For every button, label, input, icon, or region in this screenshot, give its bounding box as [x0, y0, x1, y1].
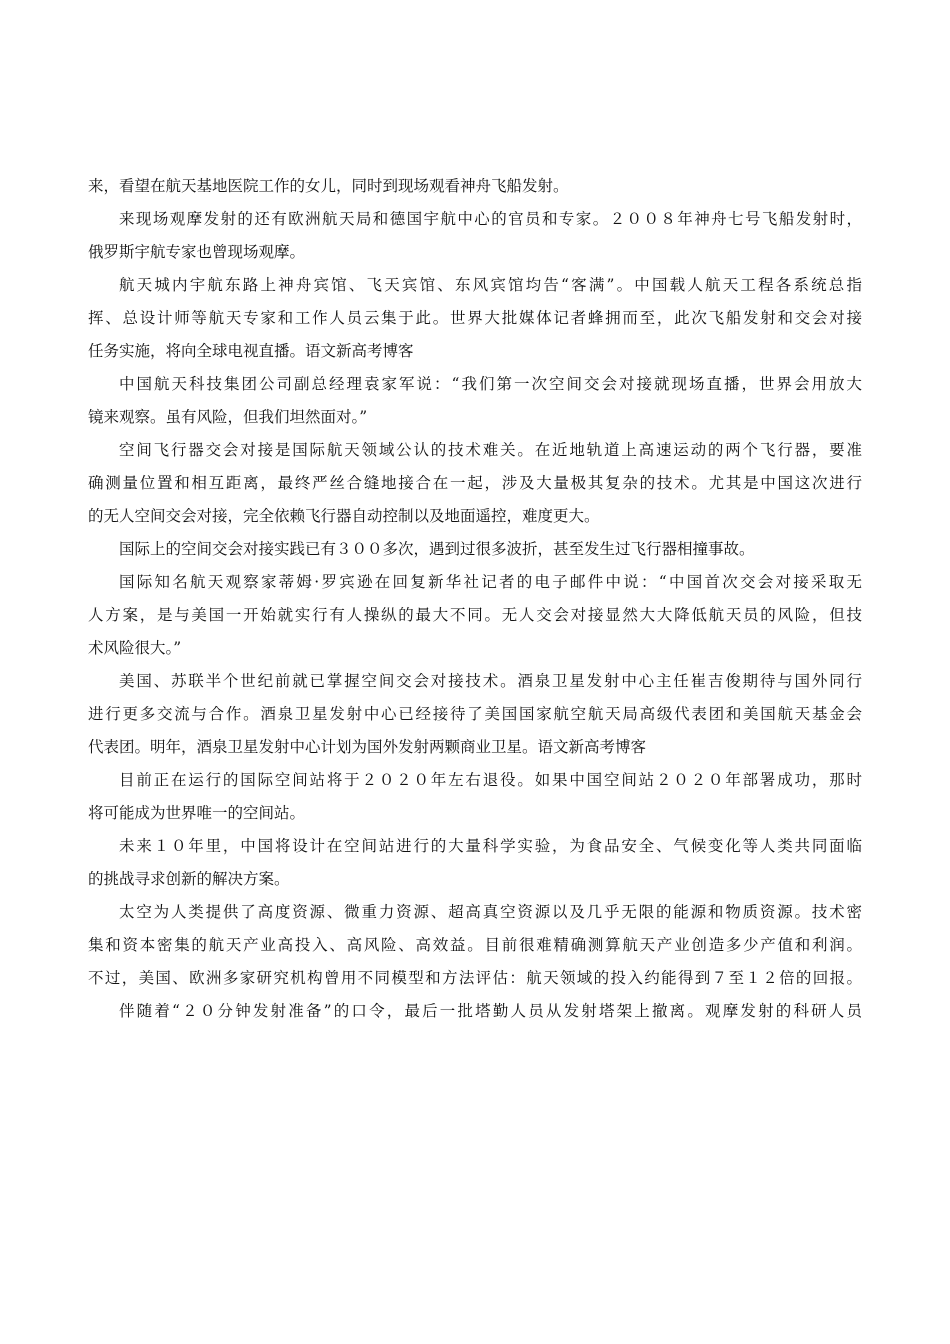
- text-line: 中国航天科技集团公司副总经理袁家军说：“我们第一次空间交会对接就现场直播，世界会用放大: [119, 375, 862, 393]
- text-line: 目前正在运行的国际空间站将于２０２０年左右退役。如果中国空间站２０２０年部署成功，那时: [119, 771, 862, 789]
- text-line: 挥、总设计师等航天专家和工作人员云集于此。世界大批媒体记者蜂拥而至，此次飞船发射和交会对接: [88, 309, 862, 327]
- text-line: 任务实施，将向全球电视直播。语文新高考博客: [88, 342, 414, 360]
- text-line: 太空为人类提供了高度资源、微重力资源、超高真空资源以及几乎无限的能源和物质资源。技术密: [119, 903, 862, 921]
- document-body: [88, 170, 862, 1028]
- text-line: 不过，美国、欧洲多家研究机构曾用不同模型和方法评估：航天领域的投入约能得到７至１２倍的回报。: [88, 969, 862, 987]
- text-line: 来现场观摩发射的还有欧洲航天局和德国宇航中心的官员和专家。２００８年神舟七号飞船发射时，: [119, 210, 862, 228]
- text-line: 代表团。明年，酒泉卫星发射中心计划为国外发射两颗商业卫星。语文新高考博客: [88, 738, 647, 756]
- text-line: 将可能成为世界唯一的空间站。: [88, 804, 306, 822]
- text-line: 镜来观察。虽有风险，但我们坦然面对。”: [88, 408, 368, 426]
- text-line: 俄罗斯宇航专家也曾现场观摩。: [88, 243, 306, 261]
- text-line: 美国、苏联半个世纪前就已掌握空间交会对接技术。酒泉卫星发射中心主任崔吉俊期待与国外同行: [119, 672, 862, 690]
- text-line: 来，看望在航天基地医院工作的女儿，同时到现场观看神舟飞船发射。: [88, 177, 569, 195]
- text-line: 人方案，是与美国一开始就实行有人操纵的最大不同。无人交会对接显然大大降低航天员的风险，但技: [88, 606, 862, 624]
- text-line: 空间飞行器交会对接是国际航天领域公认的技术难关。在近地轨道上高速运动的两个飞行器，要准: [119, 441, 862, 459]
- text-line: 的无人空间交会对接，完全依赖飞行器自动控制以及地面遥控，难度更大。: [88, 507, 600, 525]
- text-line: 进行更多交流与合作。酒泉卫星发射中心已经接待了美国国家航空航天局高级代表团和美国航天基金会: [88, 705, 862, 723]
- text-line: 集和资本密集的航天产业高投入、高风险、高效益。目前很难精确测算航天产业创造多少产值和利润。: [88, 936, 862, 954]
- text-line: 国际知名航天观察家蒂姆·罗宾逊在回复新华社记者的电子邮件中说：“中国首次交会对接采取无: [119, 573, 862, 591]
- text-line: 术风险很大。”: [88, 639, 182, 657]
- text-line: 确测量位置和相互距离，最终严丝合缝地接合在一起，涉及大量极其复杂的技术。尤其是中国这次进行: [88, 474, 862, 492]
- text-line: 伴随着“２０分钟发射准备”的口令，最后一批塔勤人员从发射塔架上撤离。观摩发射的科研人员: [119, 1002, 862, 1020]
- text-line: 未来１０年里，中国将设计在空间站进行的大量科学实验，为食品安全、气候变化等人类共同面临: [119, 837, 862, 855]
- text-line: 的挑战寻求创新的解决方案。: [88, 870, 290, 888]
- text-line: 国际上的空间交会对接实践已有３００多次，遇到过很多波折，甚至发生过飞行器相撞事故。: [119, 540, 755, 558]
- text-line: 航天城内宇航东路上神舟宾馆、飞天宾馆、东风宾馆均告“客满”。中国载人航天工程各系统总指: [119, 276, 862, 294]
